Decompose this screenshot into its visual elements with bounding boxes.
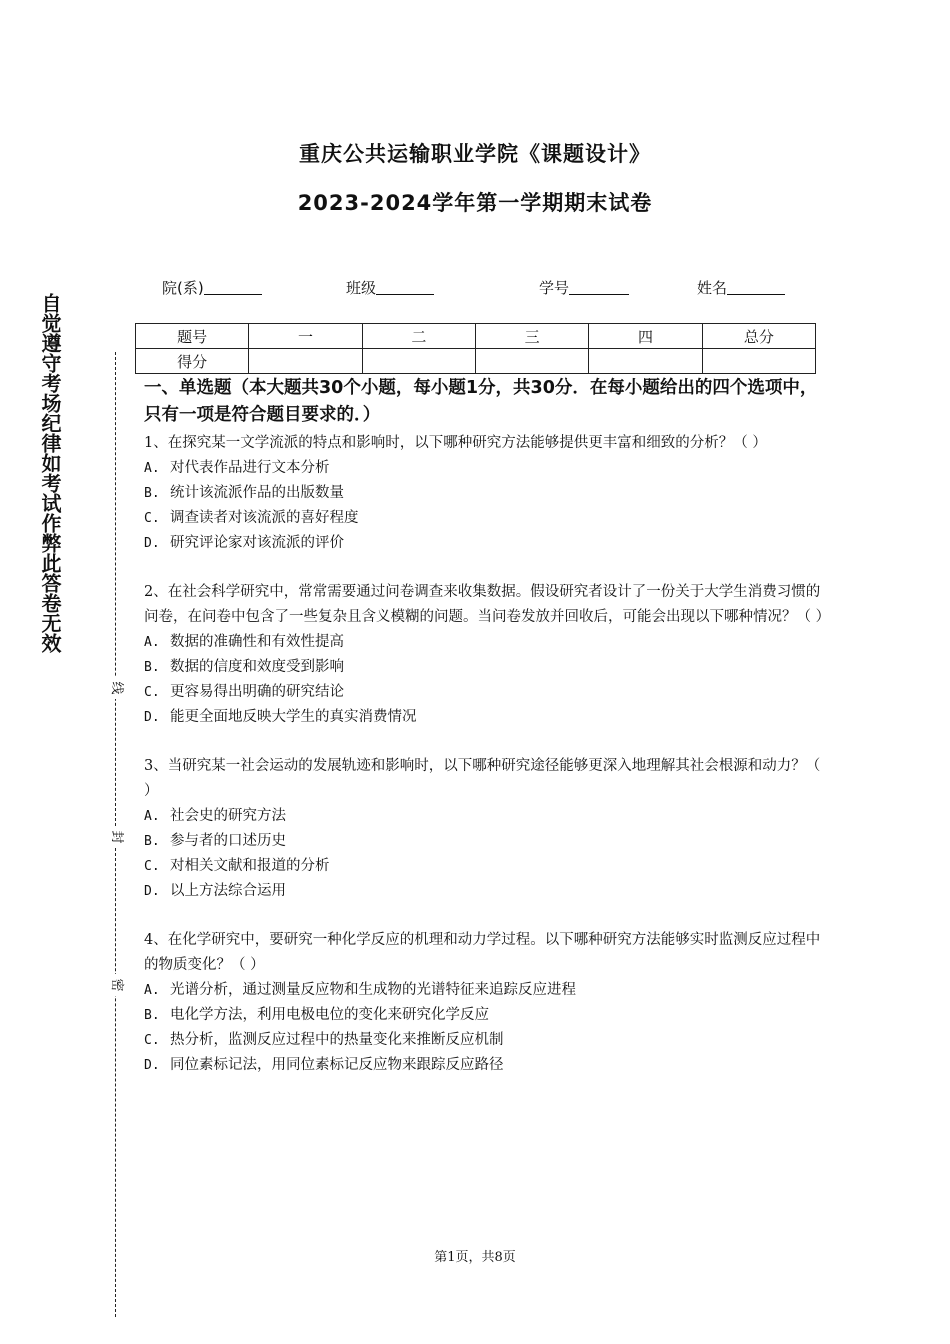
option-item[interactable] <box>144 1053 824 1078</box>
dept-field[interactable] <box>162 277 262 298</box>
option-item[interactable] <box>144 630 824 655</box>
seal-mark-line: 线 <box>108 677 124 699</box>
option-text: 对相关文献和报道的分析 <box>170 858 330 874</box>
score-cell[interactable] <box>475 349 588 374</box>
option-item[interactable] <box>144 705 824 730</box>
dept-blank[interactable] <box>204 279 262 295</box>
option-label: C. <box>144 511 160 526</box>
option-item[interactable] <box>144 879 824 904</box>
option-text: 数据的信度和效度受到影响 <box>170 659 344 675</box>
option-text: 研究评论家对该流派的评价 <box>170 535 344 551</box>
option-text: 社会史的研究方法 <box>170 808 286 824</box>
option-text: 参与者的口述历史 <box>170 833 286 849</box>
option-label: C. <box>144 859 160 874</box>
question-stem: 2、在社会科学研究中，常常需要通过问卷调查来收集数据。假设研究者设计了一份关于大学生消费习惯的问卷，在问卷中包含了一些复杂且含义模糊的问题。当问卷发放并回收后，可能会出现以下哪种情况？（ ） <box>144 584 831 625</box>
student-id-field[interactable] <box>539 277 629 298</box>
option-label: D. <box>144 1058 160 1073</box>
exam-title-line1: 重庆公共运输职业学院《课题设计》 <box>299 142 651 166</box>
name-field[interactable] <box>697 277 785 298</box>
score-header-cell: 总分 <box>702 324 815 349</box>
score-header-cell: 四 <box>589 324 702 349</box>
option-label: D. <box>144 536 160 551</box>
option-text: 对代表作品进行文本分析 <box>170 460 330 476</box>
option-label: B. <box>144 660 160 675</box>
option-text: 以上方法综合运用 <box>170 883 286 899</box>
option-item[interactable] <box>144 655 824 680</box>
score-row-label: 得分 <box>136 349 249 374</box>
option-item[interactable] <box>144 829 824 854</box>
score-cell[interactable] <box>249 349 362 374</box>
option-label: B. <box>144 486 160 501</box>
option-label: D. <box>144 884 160 899</box>
question-stem: 1、在探究某一文学流派的特点和影响时，以下哪种研究方法能够提供更丰富和细致的分析？（ ） <box>144 435 767 451</box>
option-text: 光谱分析，通过测量反应物和生成物的光谱特征来追踪反应进程 <box>170 982 576 998</box>
name-blank[interactable] <box>727 279 785 295</box>
option-item[interactable] <box>144 680 824 705</box>
score-cell[interactable] <box>362 349 475 374</box>
option-item[interactable] <box>144 1028 824 1053</box>
option-label: A. <box>144 461 160 476</box>
option-text: 电化学方法，利用电极电位的变化来研究化学反应 <box>170 1007 489 1023</box>
name-label: 姓名 <box>697 279 728 297</box>
option-text: 同位素标记法，用同位素标记反应物来跟踪反应路径 <box>170 1057 504 1073</box>
class-blank[interactable] <box>376 279 434 295</box>
option-label: B. <box>144 1008 160 1023</box>
student-id-blank[interactable] <box>569 279 629 295</box>
exam-title-line2: 2023-2024学年第一学期期末试卷 <box>297 191 653 215</box>
option-item[interactable] <box>144 804 824 829</box>
option-label: C. <box>144 1033 160 1048</box>
student-id-label: 学号 <box>539 279 570 297</box>
seal-mark-secret: 密 <box>108 974 124 996</box>
score-table <box>135 323 816 374</box>
option-item[interactable] <box>144 978 824 1003</box>
question-stem: 3、当研究某一社会运动的发展轨迹和影响时，以下哪种研究途径能够更深入地理解其社会根源和动力？（ ） <box>144 758 821 799</box>
score-header-cell: 三 <box>475 324 588 349</box>
score-cell[interactable] <box>702 349 815 374</box>
score-header-cell: 题号 <box>136 324 249 349</box>
option-item[interactable] <box>144 506 824 531</box>
side-notice: 自觉遵守考场纪律如考试作弊此答卷无效 <box>38 293 62 653</box>
option-label: C. <box>144 685 160 700</box>
option-text: 统计该流派作品的出版数量 <box>170 485 344 501</box>
score-cell[interactable] <box>589 349 702 374</box>
option-label: A. <box>144 809 160 824</box>
class-field[interactable] <box>346 277 434 298</box>
section1-heading: 一、单选题（本大题共30个小题，每小题1分，共30分．在每小题给出的四个选项中，只有一项是符合题目要求的．） <box>144 378 818 425</box>
option-item[interactable] <box>144 456 824 481</box>
option-label: A. <box>144 983 160 998</box>
seal-mark-seal: 封 <box>108 826 124 848</box>
question-content <box>144 375 831 1102</box>
option-label: B. <box>144 834 160 849</box>
dept-label: 院(系) <box>162 279 204 297</box>
option-text: 数据的准确性和有效性提高 <box>170 634 344 650</box>
option-text: 热分析，监测反应过程中的热量变化来推断反应机制 <box>170 1032 504 1048</box>
score-table-header-row <box>136 324 816 349</box>
option-label: D. <box>144 710 160 725</box>
score-header-cell: 一 <box>249 324 362 349</box>
class-label: 班级 <box>346 279 377 297</box>
question-stem: 4、在化学研究中，要研究一种化学反应的机理和动力学过程。以下哪种研究方法能够实时监测反应过程中的物质变化？（ ） <box>144 932 821 973</box>
score-table-score-row <box>136 349 816 374</box>
score-header-cell: 二 <box>362 324 475 349</box>
page-footer: 第1页，共8页 <box>434 1250 516 1265</box>
option-text: 更容易得出明确的研究结论 <box>170 684 344 700</box>
option-label: A. <box>144 635 160 650</box>
option-text: 能更全面地反映大学生的真实消费情况 <box>170 709 417 725</box>
question-block <box>144 431 824 556</box>
option-item[interactable] <box>144 531 824 556</box>
option-item[interactable] <box>144 481 824 506</box>
option-text: 调查读者对该流派的喜好程度 <box>170 510 359 526</box>
option-item[interactable] <box>144 1003 824 1028</box>
question-block <box>144 928 824 1078</box>
question-block <box>144 754 824 904</box>
question-block <box>144 580 831 730</box>
option-item[interactable] <box>144 854 824 879</box>
